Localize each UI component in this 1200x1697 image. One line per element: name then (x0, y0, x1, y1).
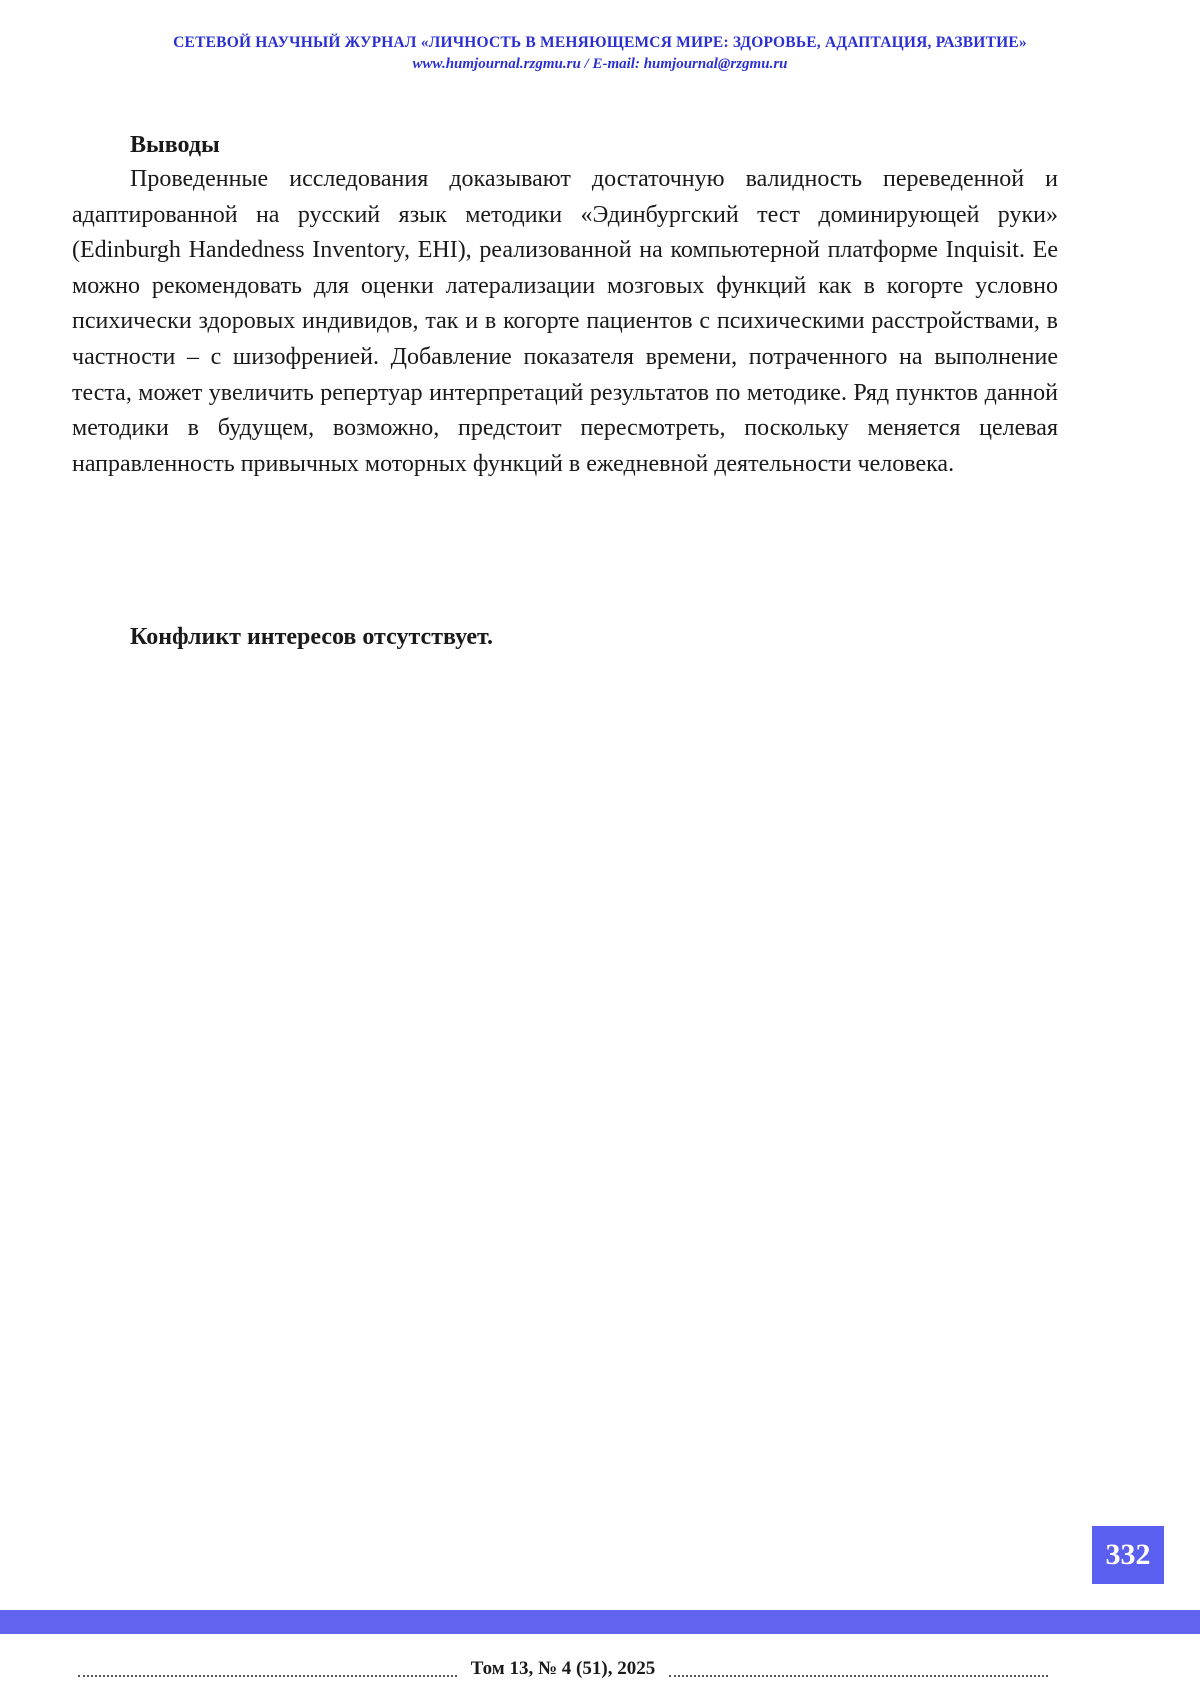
conclusions-heading: Выводы (130, 132, 220, 158)
main-content (72, 128, 1058, 482)
footer-dotted-leader-left (78, 1675, 457, 1677)
issue-info: Том 13, № 4 (51), 2025 (470, 1658, 656, 1679)
conflict-of-interest-statement: Конфликт интересов отсутствует. (130, 624, 494, 650)
journal-title: СЕТЕВОЙ НАУЧНЫЙ ЖУРНАЛ «ЛИЧНОСТЬ В МЕНЯЮЩЕМСЯ МИРЕ: ЗДОРОВЬЕ, АДАПТАЦИЯ, РАЗВИТИЕ» (173, 34, 1027, 51)
footer-accent-bar (0, 1610, 1200, 1634)
conclusions-paragraph: Проведенные исследования доказывают достаточную валидность переведенной и адаптированной на русский язык методики «Эдинбургский тест доминирующей руки» (Edinburgh Handedness Inventory, EHI), реализованной на компьютерной платформе Inquisit. Ее можно рекомендовать для оценки латерализации мозговых функций как в когорте условно психически здоровых индивидов, так и в когорте пациентов с психическими расстройствами, в частности – с шизофренией. Добавление показателя времени, потраченного на выполнение теста, может увеличить репертуар интерпретаций результатов по методике. Ряд пунктов данной методики в будущем, возможно, предстоит пересмотреть, поскольку меняется целевая направленность привычных моторных функций в ежедневной деятельности человека. (72, 166, 1058, 477)
journal-contacts: www.humjournal.rzgmu.ru / E-mail: humjournal@rzgmu.ru (412, 56, 788, 72)
footer (78, 1654, 1048, 1684)
footer-dotted-leader-right (669, 1675, 1048, 1677)
page-number-badge: 332 (1092, 1526, 1164, 1584)
journal-header (0, 32, 1200, 74)
